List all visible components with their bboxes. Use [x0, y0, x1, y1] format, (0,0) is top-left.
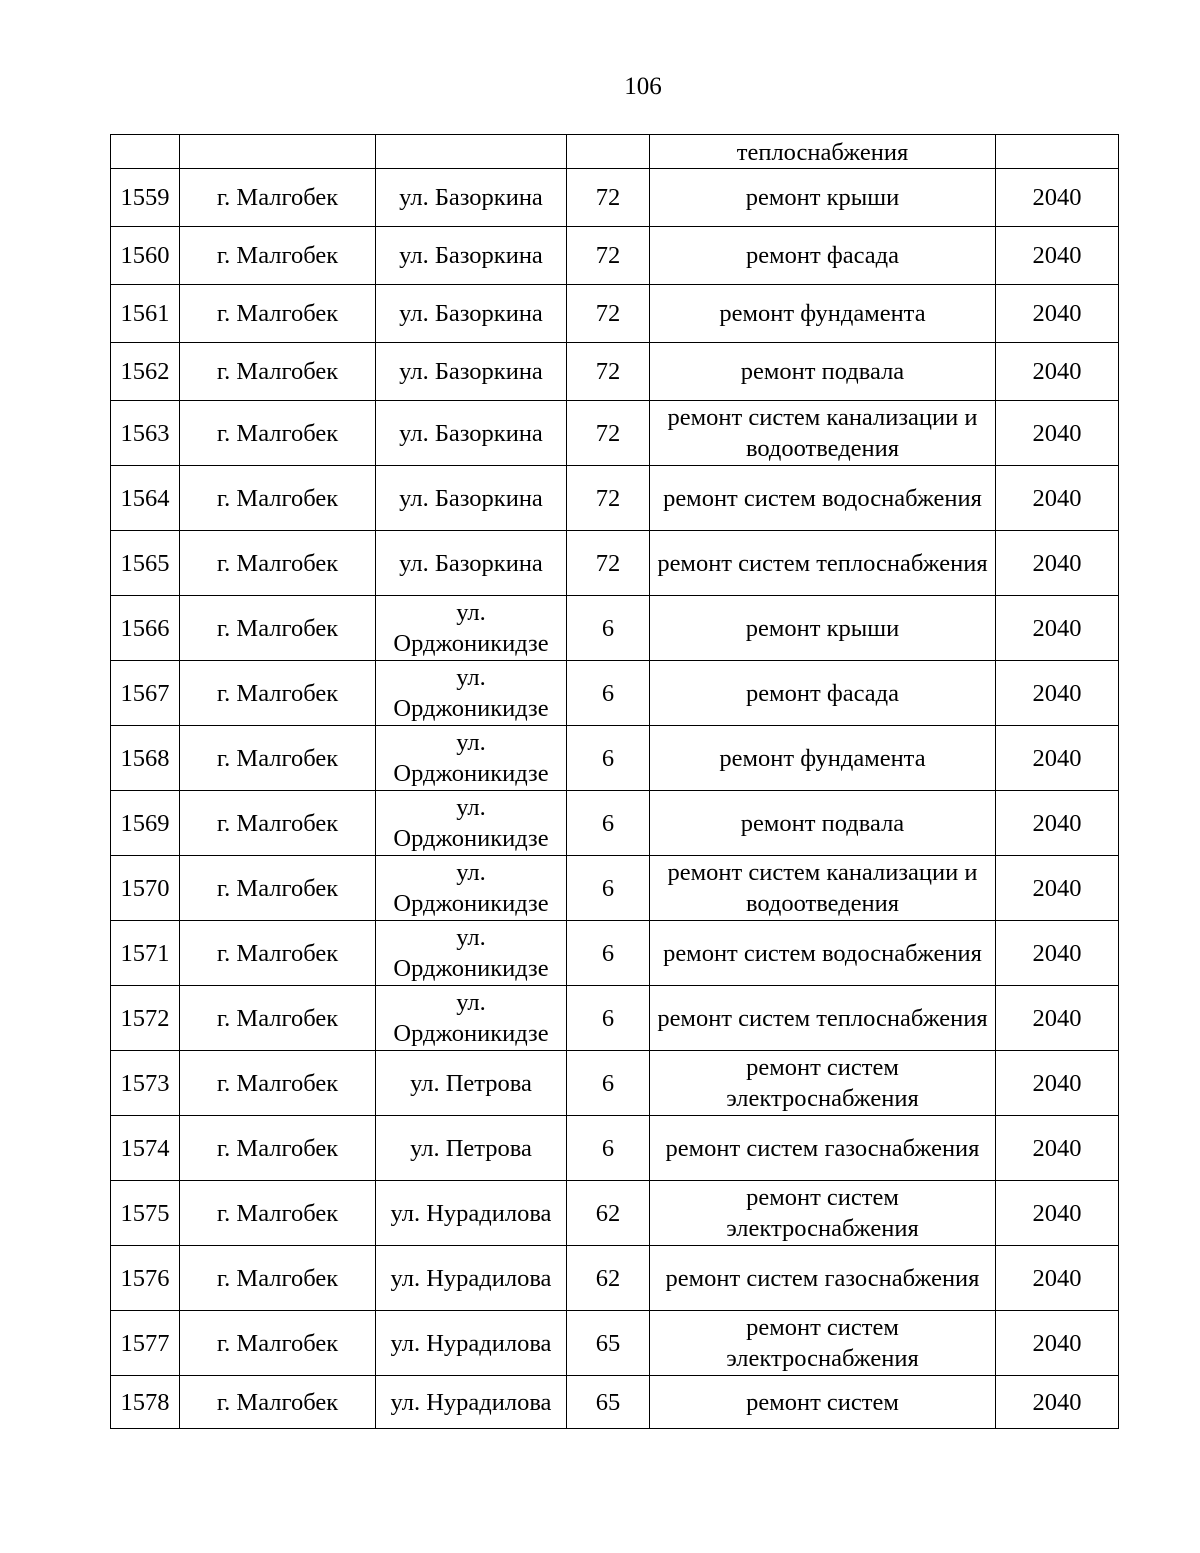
cell-street: ул. Орджоникидзе [376, 596, 567, 661]
cell-num: 1564 [111, 466, 180, 531]
cell-city: г. Малгобек [180, 1311, 376, 1376]
cell-num: 1573 [111, 1051, 180, 1116]
cell-year: 2040 [996, 1311, 1119, 1376]
cell-num: 1575 [111, 1181, 180, 1246]
cell-city: г. Малгобек [180, 531, 376, 596]
cell-year: 2040 [996, 531, 1119, 596]
table-row [111, 1311, 1119, 1376]
cell-street: ул. Орджоникидзе [376, 856, 567, 921]
page-number: 106 [624, 73, 662, 100]
cell-house: 72 [567, 227, 650, 285]
table-row [111, 1246, 1119, 1311]
table-row [111, 986, 1119, 1051]
cell-work: ремонт систем теплоснабжения [650, 986, 996, 1051]
cell-year: 2040 [996, 343, 1119, 401]
cell-work: ремонт фундамента [650, 285, 996, 343]
cell-work: ремонт систем водоснабжения [650, 921, 996, 986]
cell-num: 1568 [111, 726, 180, 791]
cell-street: ул. Базоркина [376, 531, 567, 596]
cell-street: ул. Петрова [376, 1116, 567, 1181]
cell-street: ул. Базоркина [376, 227, 567, 285]
table-row [111, 921, 1119, 986]
cell-work: ремонт крыши [650, 596, 996, 661]
cell-num: 1570 [111, 856, 180, 921]
cell-city: г. Малгобек [180, 227, 376, 285]
cell-city: г. Малгобек [180, 1246, 376, 1311]
cell-street: ул. Нурадилова [376, 1181, 567, 1246]
table-row [111, 1051, 1119, 1116]
table-row [111, 401, 1119, 466]
cell-work: ремонт систем газоснабжения [650, 1246, 996, 1311]
cell-city: г. Малгобек [180, 401, 376, 466]
cell-num: 1577 [111, 1311, 180, 1376]
cell-work: ремонт подвала [650, 791, 996, 856]
cell-year: 2040 [996, 285, 1119, 343]
table-row [111, 466, 1119, 531]
cell-city: г. Малгобек [180, 343, 376, 401]
cell-work: ремонт подвала [650, 343, 996, 401]
cell-year: 2040 [996, 856, 1119, 921]
table-row [111, 1116, 1119, 1181]
cell-street: ул. Базоркина [376, 343, 567, 401]
cell-year: 2040 [996, 1051, 1119, 1116]
cell-street: ул. Базоркина [376, 466, 567, 531]
cell-work: ремонт фасада [650, 661, 996, 726]
table-row [111, 531, 1119, 596]
cell-work: ремонт крыши [650, 169, 996, 227]
cell-work: ремонт систем электроснабжения [650, 1181, 996, 1246]
cell-city [180, 135, 376, 169]
table-row [111, 343, 1119, 401]
cell-work: ремонт фундамента [650, 726, 996, 791]
cell-house: 72 [567, 401, 650, 466]
cell-num: 1562 [111, 343, 180, 401]
cell-num: 1578 [111, 1376, 180, 1429]
cell-work: теплоснабжения [650, 135, 996, 169]
cell-city: г. Малгобек [180, 856, 376, 921]
cell-num: 1572 [111, 986, 180, 1051]
table-row [111, 227, 1119, 285]
cell-city: г. Малгобек [180, 1181, 376, 1246]
cell-year [996, 135, 1119, 169]
cell-year: 2040 [996, 466, 1119, 531]
cell-year: 2040 [996, 1376, 1119, 1429]
cell-work: ремонт систем теплоснабжения [650, 531, 996, 596]
cell-year: 2040 [996, 986, 1119, 1051]
cell-house: 6 [567, 661, 650, 726]
cell-year: 2040 [996, 791, 1119, 856]
cell-year: 2040 [996, 921, 1119, 986]
cell-city: г. Малгобек [180, 791, 376, 856]
cell-house: 62 [567, 1246, 650, 1311]
cell-house: 6 [567, 856, 650, 921]
cell-house: 6 [567, 596, 650, 661]
cell-street: ул. Нурадилова [376, 1246, 567, 1311]
cell-num: 1563 [111, 401, 180, 466]
cell-house [567, 135, 650, 169]
cell-num: 1566 [111, 596, 180, 661]
cell-num: 1565 [111, 531, 180, 596]
cell-work: ремонт систем канализации и водоотведения [650, 401, 996, 466]
cell-city: г. Малгобек [180, 726, 376, 791]
cell-house: 6 [567, 1116, 650, 1181]
cell-house: 72 [567, 531, 650, 596]
cell-street: ул. Петрова [376, 1051, 567, 1116]
cell-city: г. Малгобек [180, 1051, 376, 1116]
cell-num [111, 135, 180, 169]
cell-year: 2040 [996, 726, 1119, 791]
cell-year: 2040 [996, 227, 1119, 285]
cell-house: 65 [567, 1311, 650, 1376]
cell-house: 72 [567, 169, 650, 227]
cell-house: 6 [567, 921, 650, 986]
cell-city: г. Малгобек [180, 1376, 376, 1429]
cell-street: ул. Орджоникидзе [376, 661, 567, 726]
table-row [111, 285, 1119, 343]
cell-city: г. Малгобек [180, 921, 376, 986]
cell-house: 6 [567, 986, 650, 1051]
cell-house: 6 [567, 1051, 650, 1116]
cell-city: г. Малгобек [180, 661, 376, 726]
cell-city: г. Малгобек [180, 596, 376, 661]
cell-street: ул. Базоркина [376, 285, 567, 343]
cell-num: 1576 [111, 1246, 180, 1311]
cell-work: ремонт систем газоснабжения [650, 1116, 996, 1181]
housing-repair-table [110, 134, 1119, 1429]
cell-street: ул. Базоркина [376, 401, 567, 466]
cell-city: г. Малгобек [180, 285, 376, 343]
table-row [111, 791, 1119, 856]
cell-year: 2040 [996, 1181, 1119, 1246]
cell-street: ул. Базоркина [376, 169, 567, 227]
cell-num: 1574 [111, 1116, 180, 1181]
cell-street: ул. Орджоникидзе [376, 726, 567, 791]
cell-house: 72 [567, 285, 650, 343]
cell-num: 1561 [111, 285, 180, 343]
table-row [111, 661, 1119, 726]
cell-year: 2040 [996, 661, 1119, 726]
cell-city: г. Малгобек [180, 169, 376, 227]
cell-house: 6 [567, 791, 650, 856]
cell-num: 1559 [111, 169, 180, 227]
table-row [111, 856, 1119, 921]
cell-num: 1571 [111, 921, 180, 986]
cell-num: 1567 [111, 661, 180, 726]
table-body [111, 135, 1119, 1429]
cell-street: ул. Орджоникидзе [376, 921, 567, 986]
cell-num: 1569 [111, 791, 180, 856]
cell-year: 2040 [996, 1116, 1119, 1181]
table-row [111, 596, 1119, 661]
cell-year: 2040 [996, 401, 1119, 466]
table-row [111, 1376, 1119, 1429]
cell-street: ул. Нурадилова [376, 1311, 567, 1376]
cell-house: 65 [567, 1376, 650, 1429]
cell-street: ул. Нурадилова [376, 1376, 567, 1429]
table-row [111, 726, 1119, 791]
table-row [111, 1181, 1119, 1246]
cell-house: 6 [567, 726, 650, 791]
cell-work: ремонт систем электроснабжения [650, 1051, 996, 1116]
cell-street: ул. Орджоникидзе [376, 791, 567, 856]
cell-work: ремонт систем водоснабжения [650, 466, 996, 531]
cell-house: 72 [567, 466, 650, 531]
cell-city: г. Малгобек [180, 1116, 376, 1181]
cell-work: ремонт систем [650, 1376, 996, 1429]
cell-year: 2040 [996, 169, 1119, 227]
cell-house: 62 [567, 1181, 650, 1246]
cell-street: ул. Орджоникидзе [376, 986, 567, 1051]
table-row-continuation [111, 135, 1119, 169]
cell-city: г. Малгобек [180, 466, 376, 531]
cell-year: 2040 [996, 596, 1119, 661]
table-row [111, 169, 1119, 227]
cell-num: 1560 [111, 227, 180, 285]
cell-work: ремонт систем канализации и водоотведения [650, 856, 996, 921]
cell-work: ремонт систем электроснабжения [650, 1311, 996, 1376]
cell-city: г. Малгобек [180, 986, 376, 1051]
cell-street [376, 135, 567, 169]
cell-house: 72 [567, 343, 650, 401]
cell-year: 2040 [996, 1246, 1119, 1311]
cell-work: ремонт фасада [650, 227, 996, 285]
